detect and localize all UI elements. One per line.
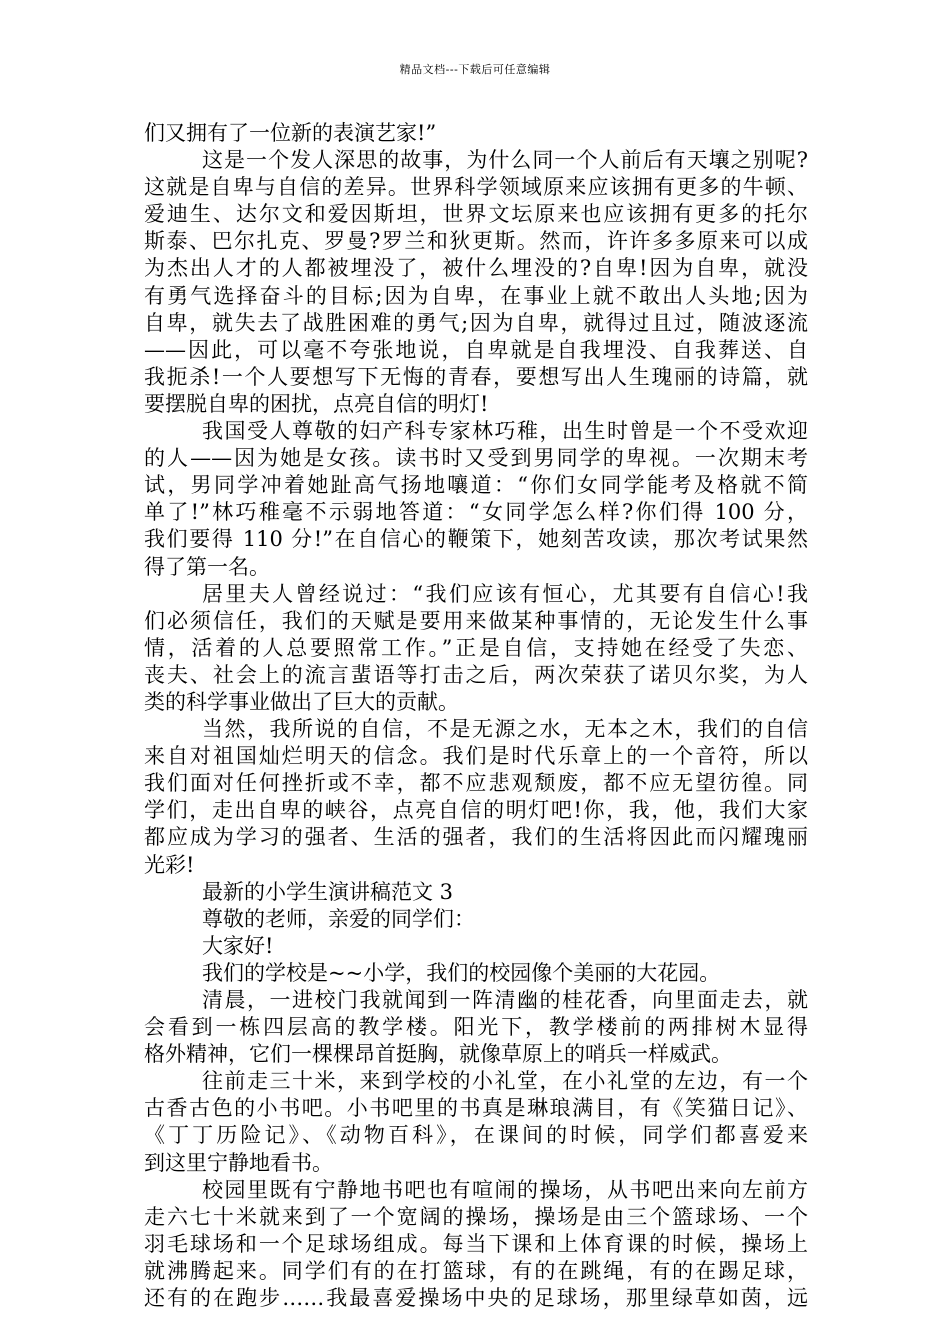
text-line: 当然，我所说的自信，不是无源之水，无本之木，我们的自信 — [202, 717, 808, 742]
text-line: 得了第一名。 — [144, 554, 270, 579]
text-line: 居里夫人曾经说过：“我们应该有恒心，尤其要有自信心!我 — [202, 581, 808, 606]
text-line: 来自对祖国灿烂明天的信念。我们是时代乐章上的一个音符，所以 — [144, 744, 808, 769]
text-line: 斯泰、巴尔扎克、罗曼?罗兰和狄更斯。然而，许许多多原来可以成 — [144, 229, 808, 254]
text-line: 校园里既有宁静地书吧也有喧闹的操场，从书吧出来向左前方 — [202, 1177, 808, 1202]
text-line: 古香古色的小书吧。小书吧里的书真是琳琅满目，有《笑猫日记》、 — [144, 1096, 808, 1121]
text-line: 丧夫、社会上的流言蜚语等打击之后，两次荣获了诺贝尔奖，为人 — [144, 662, 808, 687]
text-line: 都应成为学习的强者、生活的强者，我们的生活将因此而闪耀瑰丽 — [144, 825, 808, 850]
page-header: 精品文档---下载后可任意编辑 — [399, 63, 551, 76]
text-line: 有勇气选择奋斗的目标;因为自卑，在事业上就不敢出人头地;因为 — [144, 283, 808, 308]
text-line: 情，活着的人总要照常工作。”正是自信，支持她在经受了失恋、 — [144, 635, 808, 660]
text-line: 我们面对任何挫折或不幸，都不应悲观颓废，都不应无望彷徨。同 — [144, 771, 808, 796]
text-line: 尊敬的老师，亲爱的同学们： — [202, 906, 475, 931]
text-line: 试，男同学冲着她趾高气扬地嚷道：“你们女同学能考及格就不简 — [144, 473, 808, 498]
text-line: 清晨，一进校门我就闻到一阵清幽的桂花香，向里面走去，就 — [202, 988, 808, 1012]
text-line: 爱迪生、达尔文和爱因斯坦，世界文坛原来也应该拥有更多的托尔 — [144, 202, 808, 227]
text-line: 会看到一栋四层高的教学楼。阳光下，教学楼前的两排树木显得 — [144, 1015, 808, 1040]
text-line: 的人——因为她是女孩。读书时又受到男同学的卑视。一次期末考 — [144, 446, 808, 471]
text-line: 就沸腾起来。同学们有的在打篮球，有的在跳绳，有的在踢足球， — [144, 1258, 808, 1283]
text-line: 走六七十米就来到了一个宽阔的操场，操场是由三个篮球场、一个 — [144, 1204, 808, 1229]
text-line: 们必须信任，我们的天赋是要用来做某种事情的，无论发生什么事 — [144, 608, 808, 633]
text-line: ——因此，可以毫不夸张地说，自卑就是自我埋没、自我葬送、自 — [144, 337, 808, 362]
text-line: 羽毛球场和一个足球场组成。每当下课和上体育课的时候，操场上 — [144, 1231, 808, 1256]
text-line: 要摆脱自卑的困扰，点亮自信的明灯! — [144, 391, 489, 416]
text-line: 格外精神，它们一棵棵昂首挺胸，就像草原上的哨兵一样威武。 — [144, 1042, 732, 1067]
document-body — [144, 120, 808, 1312]
text-line: 这就是自卑与自信的差异。世界科学领域原来应该拥有更多的牛顿、 — [144, 175, 808, 200]
text-line: 们又拥有了一位新的表演艺家!” — [144, 121, 437, 145]
text-line: 我们要得 110 分!”在自信心的鞭策下，她刻苦攻读，那次考试果然 — [144, 527, 808, 552]
text-line: 类的科学事业做出了巨大的贡献。 — [144, 689, 459, 714]
text-line: 学们，走出自卑的峡谷，点亮自信的明灯吧!你，我，他，我们大家 — [144, 798, 808, 823]
text-line: 最新的小学生演讲稿范文 3 — [202, 879, 454, 904]
text-line: 我们的学校是~~小学，我们的校园像个美丽的大花园。 — [202, 960, 721, 985]
text-line: 大家好! — [202, 933, 274, 958]
text-line: 为杰出人才的人都被埋没了，被什么埋没的?自卑!因为自卑，就没 — [144, 256, 808, 281]
text-line: 这是一个发人深思的故事，为什么同一个人前后有天壤之别呢? — [202, 148, 808, 173]
text-line: 我扼杀!一个人要想写下无悔的青春，要想写出人生瑰丽的诗篇，就 — [144, 364, 808, 389]
text-line: 自卑，就失去了战胜困难的勇气;因为自卑，就得过且过，随波逐流 — [144, 310, 808, 335]
text-line: 单了!”林巧稚毫不示弱地答道：“女同学怎么样?你们得 100 分， — [144, 500, 808, 525]
text-line: 还有的在跑步……我最喜爱操场中央的足球场，那里绿草如茵，远 — [144, 1286, 808, 1311]
text-line: 《丁丁历险记》、《动物百科》，在课间的时候，同学们都喜爱来 — [144, 1123, 808, 1148]
text-line: 光彩! — [144, 852, 195, 877]
text-line: 到这里宁静地看书。 — [144, 1150, 333, 1175]
text-line: 我国受人尊敬的妇产科专家林巧稚，出生时曾是一个不受欢迎 — [202, 419, 808, 444]
text-line: 往前走三十米，来到学校的小礼堂，在小礼堂的左边，有一个 — [202, 1069, 808, 1094]
